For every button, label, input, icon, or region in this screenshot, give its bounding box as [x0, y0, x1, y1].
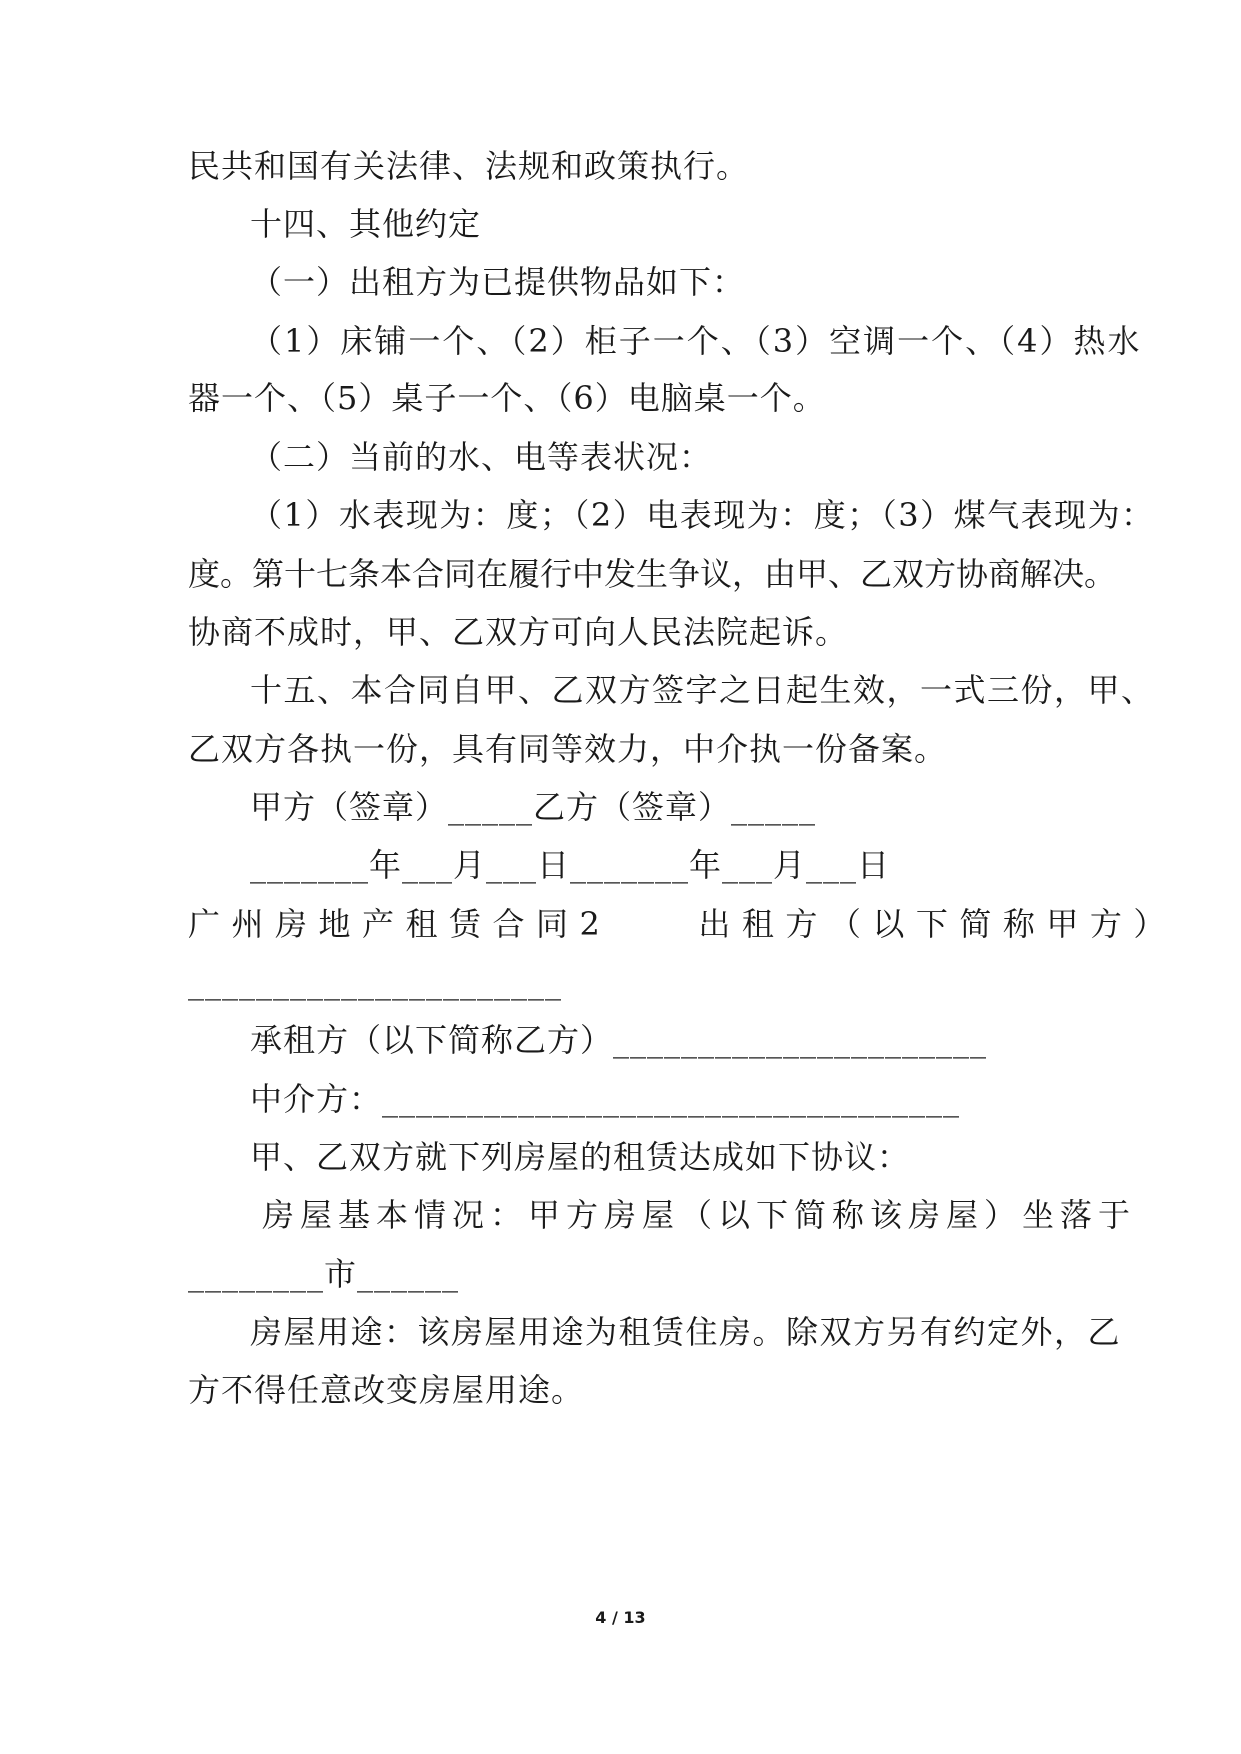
text-line: （1）床铺一个、（2）柜子一个、（3）空调一个、（4）热水	[250, 322, 1142, 360]
agent-line: 中介方：__________________________________	[250, 1080, 961, 1118]
signature-line: 甲方（签章）_____乙方（签章）_____	[250, 788, 817, 826]
blank-line: ______________________	[188, 963, 562, 1001]
date-line: _______年___月___日_______年___月___日	[250, 846, 891, 884]
text-line: 度。第十七条本合同在履行中发生争议，由甲、乙双方协商解决。	[188, 555, 1117, 593]
section-heading: 十四、其他约定	[250, 205, 482, 243]
text-line: （1）水表现为：度；（2）电表现为：度；（3）煤气表现为：	[250, 496, 1155, 534]
subsection-heading: （二）当前的水、电等表状况：	[250, 438, 713, 476]
text-line: 房屋用途：该房屋用途为租赁住房。除双方另有约定外，乙	[250, 1313, 1122, 1351]
blank-line: ________市______	[188, 1255, 460, 1293]
text-line: 甲、乙双方就下列房屋的租赁达成如下协议：	[250, 1138, 911, 1176]
subsection-heading: （一）出租方为已提供物品如下：	[250, 263, 746, 301]
section-heading: 十五、本合同自甲、乙双方签字之日起生效，一式三份，甲、	[250, 671, 1155, 709]
text-line: 民共和国有关法律、法规和政策执行。	[188, 147, 750, 185]
text-line: 协商不成时，甲、乙双方可向人民法院起诉。	[188, 613, 849, 651]
lessee-line: 承租方（以下简称乙方）______________________	[250, 1021, 988, 1059]
contract-title-line: 广州房地产租赁合同2 出租方（以下简称甲方）	[188, 905, 1177, 943]
text-line: 器一个、（5）桌子一个、（6）电脑桌一个。	[188, 379, 826, 417]
text-line: 方不得任意改变房屋用途。	[188, 1371, 585, 1409]
text-line: 房屋基本情况：甲方房屋（以下简称该房屋）坐落于	[262, 1196, 1137, 1234]
text-line: 乙双方各执一份，具有同等效力，中介执一份备案。	[188, 730, 948, 768]
page-number: 4 / 13	[595, 1608, 646, 1627]
